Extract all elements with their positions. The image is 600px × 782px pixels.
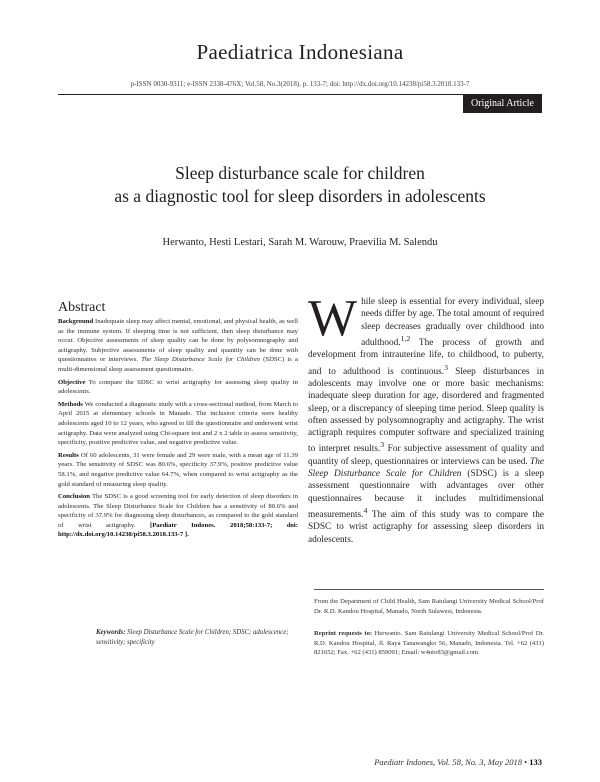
methods-label: Methods [58, 400, 83, 408]
page-number: 133 [529, 757, 542, 767]
keywords [96, 628, 298, 647]
body-text-2: The process of growth and development from intrauterine life, to childhood, to puberty, and to adulthood is continuous. [308, 337, 544, 377]
abstract-objective [58, 378, 298, 397]
paper-title [40, 162, 560, 208]
citation-link[interactable]: [Paediatr Indones. 2018;58:133-7; doi: http://dx.doi.org/10.14238/pi58.3.2018.133-7 ]. [58, 521, 298, 539]
footer-separator: • [524, 757, 528, 767]
paper-title-line-2: as a diagnostic tool for sleep disorders in adolescents [114, 186, 486, 206]
abstract-conclusion [58, 492, 298, 540]
author-list: Herwanto, Hesti Lestari, Sarah M. Warouw, Praevilia M. Salendu [162, 237, 438, 248]
body-text-6: The aim of this study was to compare the SDSC to wrist actigraphy for assessing sleep disorders in adolescents. [308, 510, 544, 545]
objective-text: To compare the SDSC to wrist actigraphy for assessing sleep quality in adolescents. [58, 378, 298, 396]
reprint-label: Reprint requests to: [314, 630, 373, 637]
footnote-rule [314, 589, 544, 590]
results-text: Of 60 adolescents, 31 were female and 29 were male, with a mean age of 11.39 years. The sensitivity of SDSC was 80.6%, specificity 37.9%, positive predictive value 58.1%, and negative predictive value 64.7%, when compared to wrist actigraphy as the gold standard of measuring sleep quality. [58, 451, 298, 488]
drop-cap: W [308, 290, 358, 347]
reference-marker: 3 [444, 362, 448, 372]
conclusion-label: Conclusion [58, 493, 90, 501]
abstract-heading: Abstract [58, 300, 106, 315]
body-intro [308, 290, 544, 546]
results-label: Results [58, 451, 79, 459]
page-footer [374, 757, 542, 767]
methods-text: We conducted a diagnostic study with a cross-sectional method, from March to April 2015 at elementary schools in Manado. The inclusion criteria were healthy adolescents aged 10 to 12 years, who agreed to fill the questionnaire and underwent wrist actigraphy. Data were analyzed using Chi-square test and 2 x 2 table to assess sensitivity, specificity, positive predictive value, and negative predictive value. [58, 400, 298, 447]
keywords-label: Keywords: [96, 629, 126, 636]
abstract-section [58, 300, 298, 543]
reference-marker: 1,2 [400, 333, 411, 343]
conclusion-text: The SDSC is a good screening tool for early detection of sleep disorders in adolescents. The Sleep Disturbance Scale for Children has a sensitivity of 80.6% and specificity of 37.9% for diagnosing sleep disturbances, as compared to the gold standard of wrist actigraphy. [58, 493, 298, 529]
background-label: Background [58, 318, 94, 325]
keywords-text: Sleep Disturbance Scale for Children; SDSC; adolescence; sensitivity; specificity [96, 629, 289, 646]
reference-marker: 4 [363, 506, 368, 516]
footnote-reprint [314, 629, 544, 658]
body-text-italic: The Sleep Disturbance Scale for Children [308, 456, 544, 480]
footer-citation: Paediatr Indones, Vol. 58, No. 3, May 2018 [374, 757, 523, 767]
body-text-3: Sleep disturbances in adolescents may involve one or more basic mechanisms: inadequate sleep duration for age, disordered and fragmented sleep, or a discrepancy of sleeping time period. Sleep quality is often assessed by polysomnography and actigraphy. The wrist actigraph requires computer software and specialized training to interpret results. [308, 366, 544, 455]
abstract-results [58, 451, 298, 489]
article-type-badge: Original Article [463, 95, 542, 113]
objective-label: Objective [58, 378, 86, 386]
journal-title: Paediatrica Indonesiana [196, 40, 404, 64]
reprint-text: Herwanto. Sam Ratulangi University Medical School/Prof Dr. R.D. Kandou Hospital, Jl. Raya Tanawangko 56, Manado, Indonesia. Tel. +62 (431) 821652; Fax. +62 (431) 859091; Email: w4nto83@gmail.com. [314, 630, 544, 657]
abstract-background [58, 317, 298, 375]
background-text: Inadequate sleep may affect mental, emotional, and physical health, as well as the immune system. If sleeping time is not sufficient, then sleep disturbance may occur. Objective assessments of sleep quality can be done by polysomnography and actigraphy. Subjective assessments of sleep quality and quantity can be done with questionnaires or interviews. [58, 318, 298, 364]
background-italic: The Sleep Disturbance Scale for Children [141, 356, 261, 364]
abstract-methods [58, 400, 298, 448]
body-text-5: (SDSC) is a sleep assessment questionnaire with advantages over other questionnaires because it includes multidimensional measurements. [308, 469, 544, 521]
body-text-1: hile sleep is essential for every individual, sleep needs differ by age. The total amount of required sleep decreases gradually over childhood into adulthood. [361, 297, 544, 348]
reference-marker: 3 [380, 440, 385, 450]
background-tail: (SDSC) is a multi-dimensional sleep assessment questionnaire. [58, 356, 298, 373]
footnote-affiliation: From the Department of Child Health, Sam Ratulangi University Medical School/Prof Dr. R.D. Kandou Hospital, Manado, North Sulawesi, Indonesia. [314, 598, 544, 615]
issn-line: p-ISSN 0030-9311; e-ISSN 2338-476X; Vol.58, No.3(2018). p. 133-7; doi: http://dx.doi.org/10.14238/pi58.3.2018.133-7 [130, 80, 470, 88]
body-text-4: For subjective assessment of quality and quantity of sleep, questionnaires or interviews can be used. [308, 444, 544, 467]
paper-title-line-1: Sleep disturbance scale for children [175, 163, 425, 183]
